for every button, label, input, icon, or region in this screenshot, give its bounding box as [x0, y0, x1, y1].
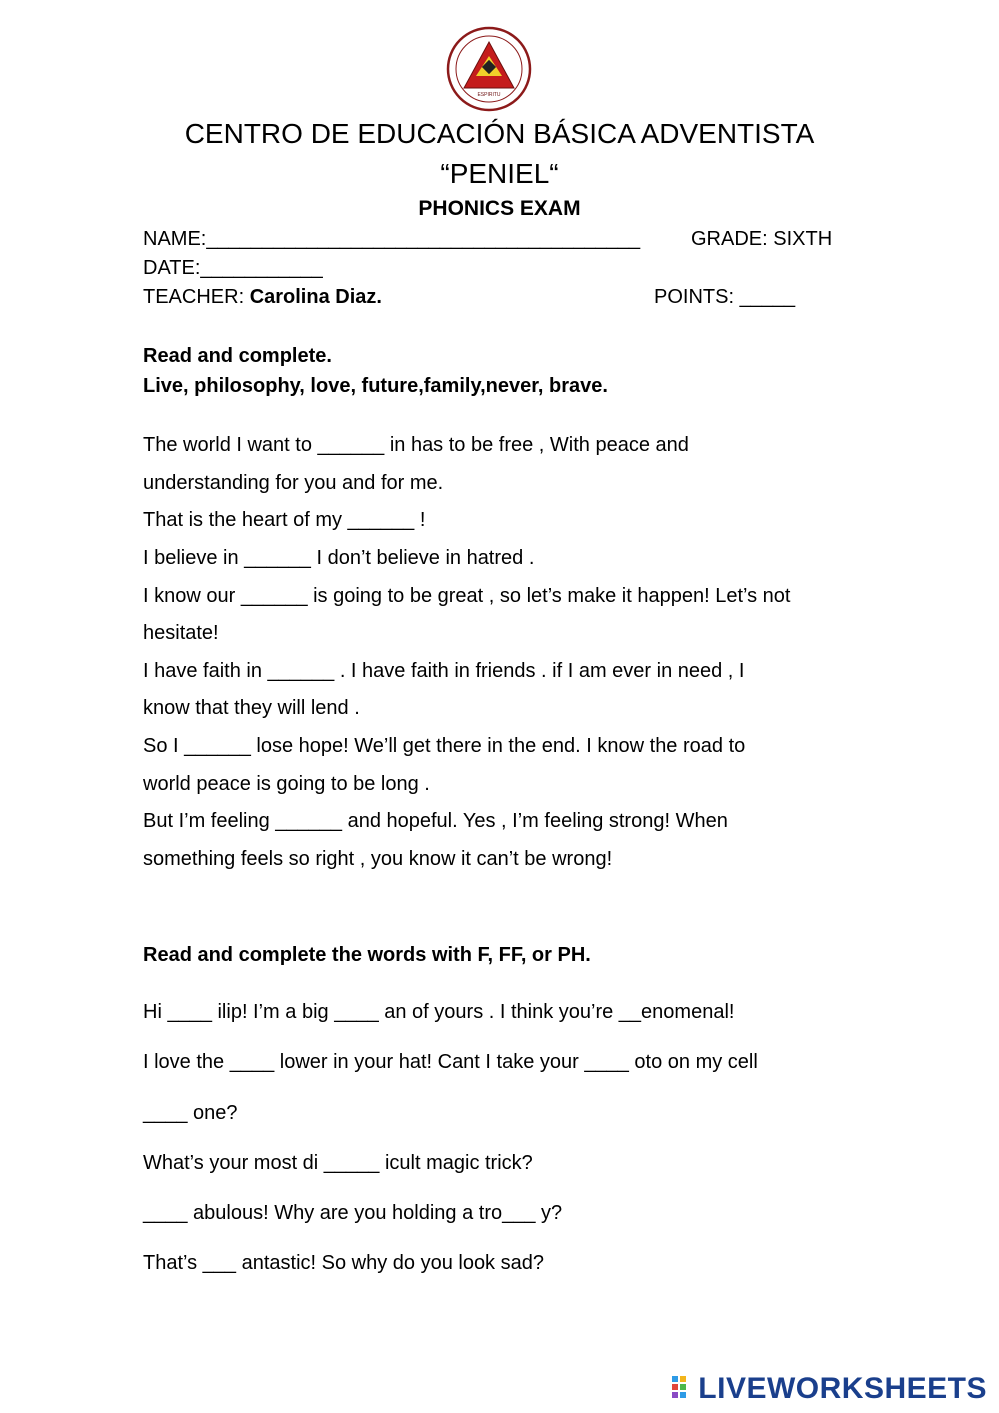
section1-line[interactable]: I have faith in ______ . I have faith in friends . if I am ever in need , I: [143, 660, 745, 682]
name-field[interactable]: NAME:_______________________________________: [143, 228, 641, 250]
section2-line[interactable]: ____ one?: [143, 1102, 238, 1124]
section1-instruction: Read and complete.: [143, 345, 332, 367]
section1-line[interactable]: But I’m feeling ______ and hopeful. Yes , I’m feeling strong! When: [143, 810, 728, 832]
section1-line[interactable]: I know our ______ is going to be great , so let’s make it happen! Let’s not: [143, 585, 791, 607]
date-field[interactable]: DATE:___________: [143, 257, 323, 279]
section1-line[interactable]: So I ______ lose hope! We’ll get there in the end. I know the road to: [143, 735, 746, 757]
section2-line[interactable]: That’s ___ antastic! So why do you look sad?: [143, 1252, 544, 1274]
word-bank: Live, philosophy, love, future,family,never, brave.: [143, 375, 608, 397]
section2-line[interactable]: ____ abulous! Why are you holding a tro___ y?: [143, 1202, 563, 1224]
school-subtitle: “PENIEL“: [440, 158, 559, 189]
section1-line: world peace is going to be long .: [143, 773, 430, 795]
section2-line[interactable]: Hi ____ ilip! I’m a big ____ an of yours . I think you’re __enomenal!: [143, 1001, 735, 1023]
school-seal-icon: [446, 26, 532, 112]
section1-line[interactable]: I believe in ______ I don’t believe in hatred .: [143, 547, 535, 569]
liveworksheets-brand[interactable]: [672, 1372, 987, 1406]
teacher-name: Carolina Diaz.: [249, 286, 382, 308]
section1-line: hesitate!: [143, 622, 219, 644]
points-field[interactable]: POINTS: _____: [654, 286, 796, 308]
brand-name: LIVEWORKSHEETS: [698, 1372, 987, 1405]
school-name: CENTRO DE EDUCACIÓN BÁSICA ADVENTISTA: [184, 118, 815, 149]
teacher-field: [143, 286, 382, 309]
section1-line: something feels so right , you know it can’t be wrong!: [143, 848, 613, 870]
section1-line[interactable]: The world I want to ______ in has to be free , With peace and: [143, 434, 689, 456]
teacher-label: TEACHER:: [143, 286, 250, 308]
section1-line: know that they will lend .: [143, 697, 360, 719]
section1-line[interactable]: That is the heart of my ______ !: [143, 509, 426, 531]
svg-text:ESPIRITU: ESPIRITU: [477, 92, 501, 98]
section2-instruction: Read and complete the words with F, FF, or PH.: [143, 944, 591, 966]
section2-line[interactable]: What’s your most di _____ icult magic trick?: [143, 1152, 533, 1174]
liveworksheets-logo-icon: [672, 1376, 694, 1402]
grade-field: GRADE: SIXTH: [691, 228, 833, 250]
exam-title: PHONICS EXAM: [418, 197, 581, 220]
section2-line[interactable]: I love the ____ lower in your hat! Cant I take your ____ oto on my cell: [143, 1051, 758, 1073]
section1-line: understanding for you and for me.: [143, 472, 444, 494]
